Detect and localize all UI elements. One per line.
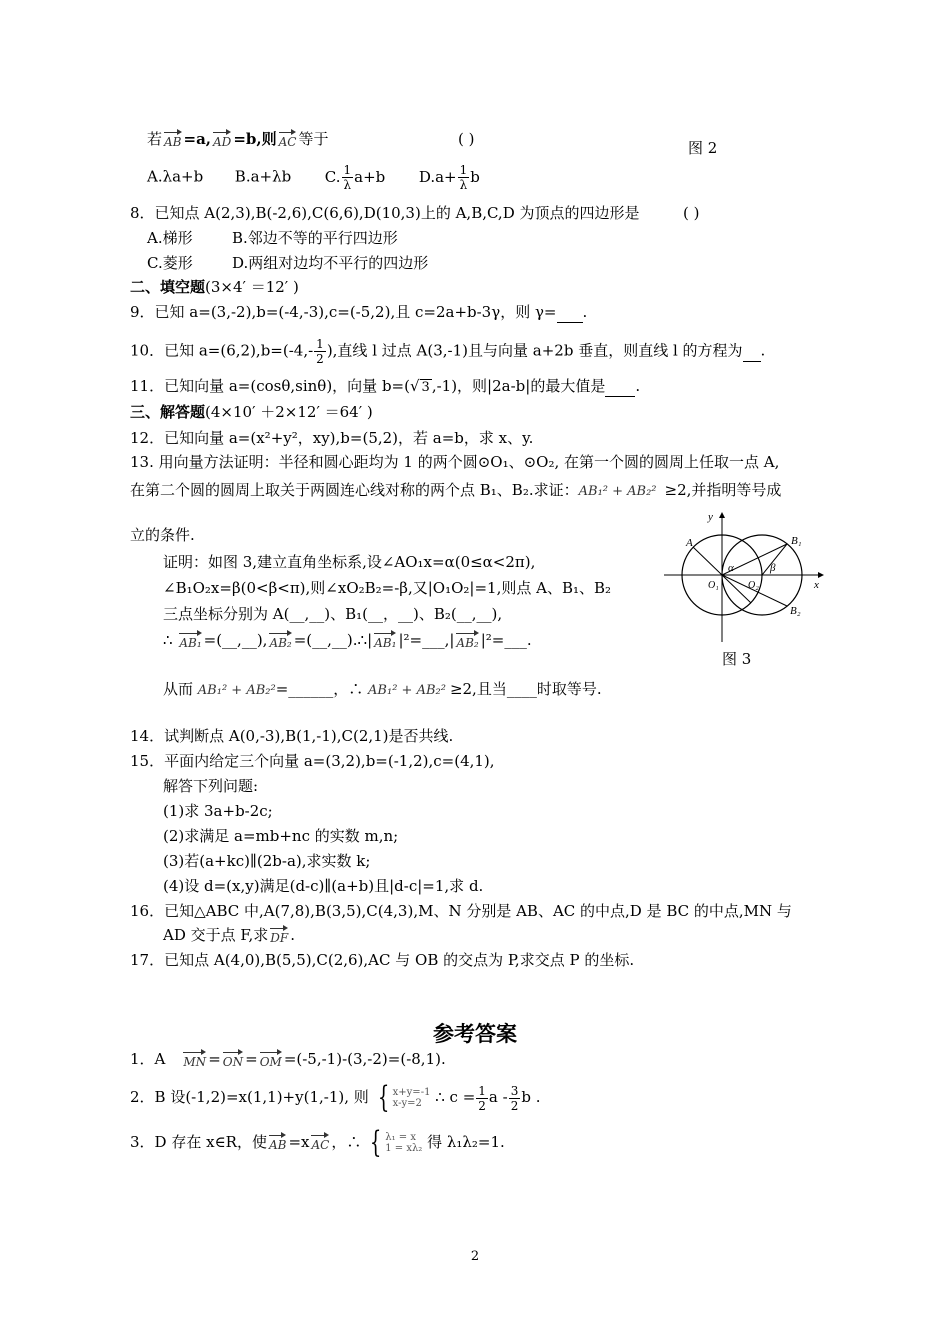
q10-post: ),直线 l 过点 A(3,-1)且与向量 a+2b 垂直，则直线 l 的方程为 xyxy=(326,341,743,360)
q7-options xyxy=(147,163,480,192)
label-y: y xyxy=(708,511,713,523)
q7-option-b: B.a+λb xyxy=(234,167,292,186)
answer-3-system: λ₁ = x 1 = xλ₂ xyxy=(385,1132,423,1154)
label-beta: β xyxy=(770,562,776,574)
q13-proof-5: 从而 AB₁² + AB₂²=______，∴ AB₁² + AB₂² ≥2,且当____时取等号. xyxy=(163,680,602,698)
q13-proof-4: ∴ AB₁ =(__,__), AB₂ =(__,__).∴| AB₁ |²=___,| AB₂ |²=___. xyxy=(163,631,532,650)
vector-on: ON xyxy=(223,1050,243,1068)
vector-ac-answer: AC xyxy=(311,1133,329,1151)
q16-line-2: AD 交于点 F,求 DF . xyxy=(163,926,295,945)
q7-option-a: A.λa+b xyxy=(147,167,204,186)
q9-blank xyxy=(557,302,583,323)
q7-eq-a: =a, xyxy=(183,130,212,148)
figure-3-diagram xyxy=(660,508,830,648)
vector-ab1: AB₁ xyxy=(179,631,201,649)
q15-part-4: (4)设 d=(x,y)满足(d-c)∥(a+b)且|d-c|=1,求 d. xyxy=(163,877,484,895)
q7-stem xyxy=(147,129,328,149)
q10-pre: 10．已知 a=(6,2),b=(-4,- xyxy=(130,341,314,360)
q13-proof-3: 三点坐标分别为 A(__,__)、B₁(__，__)、B₂(__,__), xyxy=(163,605,503,623)
figure-3-caption: 图 3 xyxy=(722,650,752,668)
vector-ac: AC xyxy=(279,130,297,148)
q8-option-d: D.两组对边均不平行的四边形 xyxy=(232,254,429,272)
label-o1: O₁ xyxy=(708,580,719,591)
q8-stem: 8．已知点 A(2,3),B(-2,6),C(6,6),D(10,3)上的 A,B,C,D 为顶点的四边形是 xyxy=(130,204,640,222)
q15-part-3: (3)若(a+kc)∥(2b-a),求实数 k; xyxy=(163,852,371,870)
q10-end: . xyxy=(760,341,766,360)
q10-fraction: $\frac{1}{2}$ xyxy=(316,337,324,366)
section-3-score: (4×10′ ＋2×12′ ＝64′ ) xyxy=(205,403,373,421)
q8-option-b: B.邻边不等的平行四边形 xyxy=(232,229,398,247)
q11-blank xyxy=(605,376,635,397)
q9-text: 9．已知 a=(3,-2),b=(-4,-3),c=(-5,2),且 c=2a+b-3γ，则 γ= xyxy=(130,303,557,321)
q11-post: ,-1)，则|2a-b|的最大值是 xyxy=(431,377,606,395)
vector-om: OM xyxy=(260,1050,282,1068)
answer-3: 3．D 存在 x∈R，使 AB =x AC ，∴ { λ₁ = x 1 = xλ₂ 得 λ₁λ₂=1. xyxy=(130,1125,505,1160)
q8-option-c: C.菱形 xyxy=(147,254,193,272)
q13-line-1: 13. 用向量方法证明：半径和圆心距均为 1 的两个圆⊙O₁、⊙O₂, 在第一个圆的圆周上任取一点 A, xyxy=(130,453,780,471)
figure-2-caption: 图 2 xyxy=(688,139,718,157)
section-2-label: 二、填空题 xyxy=(130,278,206,296)
label-x: x xyxy=(814,579,819,591)
vector-ab-answer: AB xyxy=(269,1133,286,1151)
answer-3-brace: { xyxy=(369,1125,382,1160)
q9-end: . xyxy=(582,303,588,321)
q7-option-d: D.a+ $\frac{1}{\lambda}$ b xyxy=(418,163,480,192)
q13-line-2-pre: 在第二个圆的圆周上取关于两圆连心线对称的两个点 B₁、B₂.求证： xyxy=(130,481,579,499)
q13-line-3: 立的条件. xyxy=(130,526,195,544)
q15-line-2: 解答下列问题: xyxy=(163,777,259,795)
answer-1: 1．A MN = ON = OM =(-5,-1)-(3,-2)=(-8,1). xyxy=(130,1050,446,1069)
answer-2-fraction-2: $\frac{3}{2}$ xyxy=(510,1083,519,1113)
q7-ruo: 若 xyxy=(147,130,163,148)
label-b1: B₁ xyxy=(791,535,802,547)
section-3-label: 三、解答题 xyxy=(130,403,206,421)
q11-end: . xyxy=(635,377,641,395)
section-2-score: (3×4′ ＝12′ ) xyxy=(205,278,299,296)
q15-part-1: (1)求 3a+b-2c; xyxy=(163,802,273,820)
vector-ad: AD xyxy=(213,130,231,148)
q10-blank xyxy=(743,341,761,362)
vector-ab1-repeat: AB₁ xyxy=(374,631,396,649)
q12: 12．已知向量 a=(x²+y²，xy),b=(5,2)，若 a=b，求 x、y. xyxy=(130,429,534,447)
q13-proof-sum-1: AB₁² + AB₂² xyxy=(197,683,276,698)
vector-mn: MN xyxy=(183,1050,206,1068)
q13-proof-1: 证明：如图 3,建立直角坐标系,设∠AO₁x=α(0≤α<2π), xyxy=(163,553,536,571)
page-number: 2 xyxy=(470,1249,480,1264)
q7-paren: ( ) xyxy=(458,130,475,148)
section-3-heading xyxy=(130,402,373,422)
q11-sqrt: 3 xyxy=(421,380,430,395)
vector-ab2-repeat: AB₂ xyxy=(456,631,478,649)
q8-option-a: A.梯形 xyxy=(147,229,193,247)
q11-pre: 11．已知向量 a=(cosθ,sinθ)，向量 b=( xyxy=(130,377,410,395)
q16-line-1: 16．已知△ABC 中,A(7,8),B(3,5),C(4,3),M、N 分别是 AB、AC 的中点,D 是 BC 的中点,MN 与 xyxy=(130,902,792,920)
answer-2-system: x+y=-1 x-y=2 xyxy=(392,1087,431,1109)
q10 xyxy=(130,337,765,366)
label-b2: B₂ xyxy=(790,605,801,617)
q11: 11．已知向量 a=(cosθ,sinθ)，向量 b=(√ 3 ,-1)，则|2a-b|的最大值是 . xyxy=(130,377,641,395)
q13-line-2 xyxy=(130,480,781,502)
vector-ab: AB xyxy=(164,130,181,148)
label-a: A xyxy=(686,537,693,549)
y-axis-arrow xyxy=(719,512,725,518)
q7-dengyu: 等于 xyxy=(298,130,329,148)
vector-ab2: AB₂ xyxy=(269,631,291,649)
q15-line-1: 15．平面内给定三个向量 a=(3,2),b=(-1,2),c=(4,1), xyxy=(130,752,495,770)
x-axis-arrow xyxy=(818,572,824,578)
q15-part-2: (2)求满足 a=mb+nc 的实数 m,n; xyxy=(163,827,399,845)
answers-heading: 参考答案 xyxy=(433,1021,517,1046)
section-2-heading xyxy=(130,277,299,297)
q7-eq-b: =b,则 xyxy=(233,130,277,148)
answer-2: 2．B 设(-1,2)=x(1,1)+y(1,-1), 则 { x+y=-1 x-y=2 ∴ c = $\frac{1}{2}$ a - $\frac{3}{2}$ b . xyxy=(130,1080,541,1115)
q17: 17．已知点 A(4,0),B(5,5),C(2,6),AC 与 OB 的交点为 P,求交点 P 的坐标. xyxy=(130,951,635,969)
q8-paren: ( ) xyxy=(683,204,700,222)
q7-option-c: C. $\frac{1}{\lambda}$ a+b xyxy=(324,163,386,192)
q13-proof-2: ∠B₁O₂x=β(0<β<π),则∠xO₂B₂=-β,又|O₁O₂|=1,则点 A、B₁、B₂ xyxy=(163,579,612,597)
q14: 14．试判断点 A(0,-3),B(1,-1),C(2,1)是否共线. xyxy=(130,727,454,745)
answer-2-fraction-1: $\frac{1}{2}$ xyxy=(478,1083,486,1113)
q13-sum-expression: AB₁² + AB₂² xyxy=(578,484,657,499)
label-o2: O₂ xyxy=(748,580,759,591)
vector-df: DF xyxy=(270,926,288,944)
label-alpha: α xyxy=(728,562,734,574)
answer-2-brace: { xyxy=(377,1080,389,1115)
q9 xyxy=(130,302,587,323)
q13-proof-sum-2: AB₁² + AB₂² xyxy=(368,683,446,698)
q13-line-2-post: ≥2,并指明等号成 xyxy=(664,481,782,499)
